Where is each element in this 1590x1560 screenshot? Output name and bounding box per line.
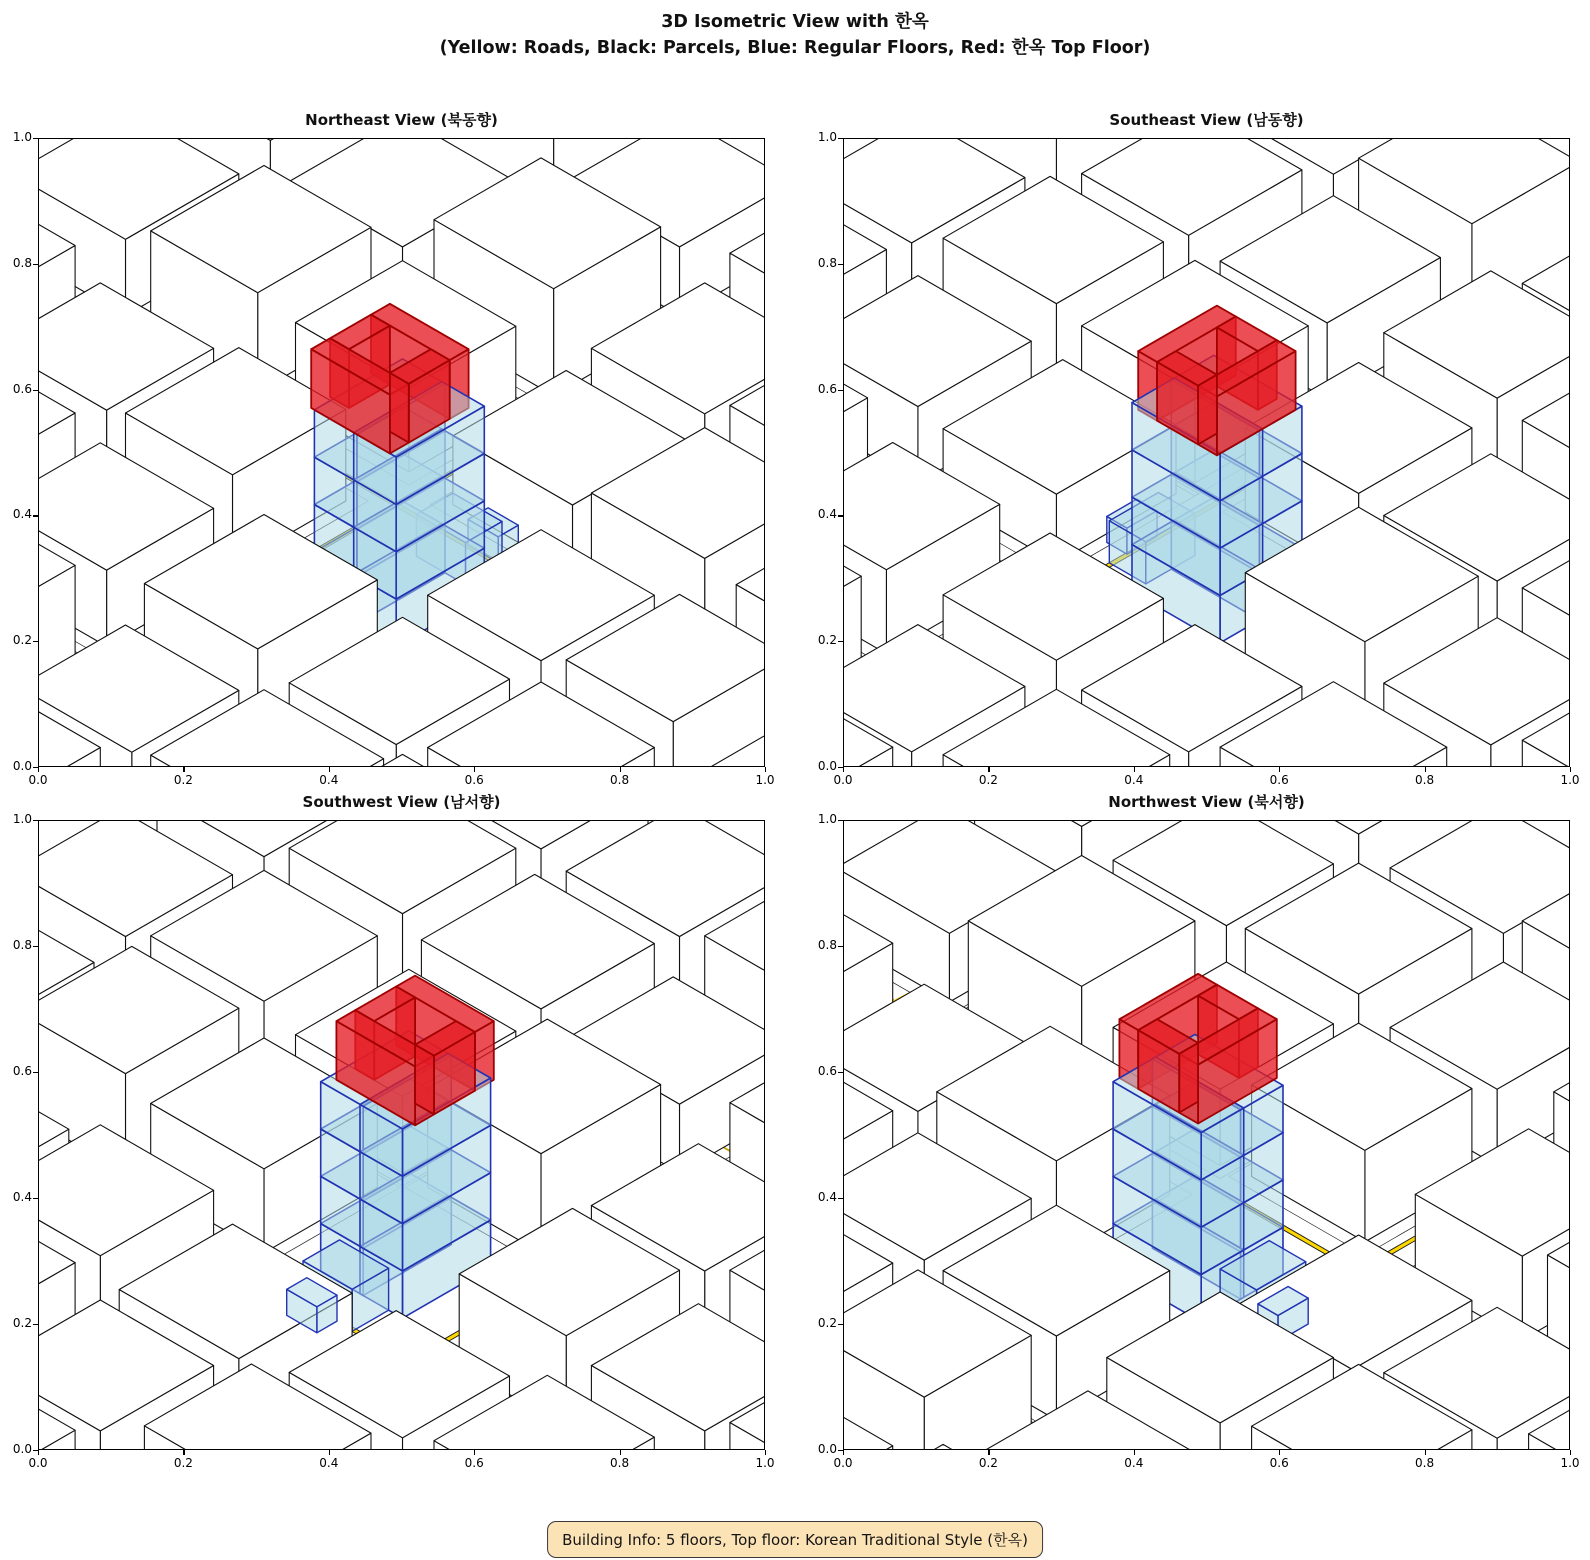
x-tick-mark — [620, 767, 621, 772]
x-tick-mark — [843, 1450, 844, 1455]
y-tick-label: 0.2 — [12, 1316, 32, 1330]
x-tick-label: 0.4 — [1124, 1456, 1144, 1470]
y-tick-label: 0.0 — [817, 759, 837, 773]
x-tick-label: 0.0 — [833, 1456, 853, 1470]
x-tick-label: 1.0 — [755, 1456, 775, 1470]
x-tick-mark — [988, 767, 989, 772]
y-tick-label: 0.4 — [12, 1190, 32, 1204]
x-tick-label: 0.0 — [28, 773, 48, 787]
y-tick-mark — [838, 946, 843, 947]
x-tick-label: 0.2 — [173, 1456, 193, 1470]
axes-southeast-view — [843, 138, 1570, 767]
y-tick-mark — [838, 264, 843, 265]
y-tick-mark — [33, 390, 38, 391]
x-tick-label: 0.8 — [1415, 1456, 1435, 1470]
x-tick-mark — [1134, 767, 1135, 772]
x-tick-mark — [474, 767, 475, 772]
x-tick-label: 1.0 — [1560, 773, 1580, 787]
y-tick-mark — [33, 767, 38, 768]
scene-northeast — [39, 139, 765, 767]
x-tick-mark — [1279, 1450, 1280, 1455]
x-tick-mark — [183, 767, 184, 772]
x-tick-label: 0.4 — [319, 1456, 339, 1470]
scene-southwest — [39, 821, 765, 1450]
x-tick-label: 0.6 — [1269, 1456, 1289, 1470]
axes-southwest-view — [38, 820, 765, 1450]
y-tick-mark — [33, 1198, 38, 1199]
y-tick-label: 0.2 — [12, 633, 32, 648]
subplot-title-southwest: Southwest View (남서향) — [302, 793, 501, 811]
x-tick-mark — [38, 1450, 39, 1455]
x-tick-mark — [765, 1450, 766, 1455]
y-tick-mark — [33, 515, 38, 516]
y-tick-label: 0.4 — [817, 1190, 837, 1204]
x-tick-mark — [1134, 1450, 1135, 1455]
y-tick-label: 0.0 — [817, 1442, 837, 1456]
x-tick-label: 0.2 — [173, 773, 193, 787]
x-tick-mark — [474, 1450, 475, 1455]
y-tick-label: 1.0 — [817, 812, 837, 826]
y-tick-label: 0.0 — [12, 759, 32, 773]
x-tick-mark — [329, 767, 330, 772]
y-tick-label: 0.0 — [12, 1442, 32, 1456]
subplot-title-northeast: Northeast View (북동향) — [305, 111, 498, 129]
y-tick-mark — [838, 641, 843, 642]
x-tick-label: 0.8 — [1415, 773, 1435, 787]
x-tick-mark — [329, 1450, 330, 1455]
x-tick-label: 0.0 — [28, 1456, 48, 1470]
y-tick-mark — [838, 138, 843, 139]
x-tick-mark — [765, 767, 766, 772]
x-tick-label: 0.6 — [464, 773, 484, 787]
axes-northwest-view — [843, 820, 1570, 1450]
x-tick-mark — [1279, 767, 1280, 772]
x-tick-label: 0.2 — [978, 773, 998, 787]
x-tick-label: 0.4 — [319, 773, 339, 787]
y-tick-label: 0.2 — [817, 633, 837, 648]
y-tick-mark — [33, 138, 38, 139]
y-tick-label: 0.6 — [817, 381, 837, 396]
x-tick-label: 0.8 — [610, 773, 630, 787]
y-tick-mark — [838, 1450, 843, 1451]
y-tick-mark — [838, 515, 843, 516]
y-tick-mark — [838, 820, 843, 821]
y-tick-mark — [33, 1450, 38, 1451]
y-tick-mark — [33, 641, 38, 642]
building-info-box: Building Info: 5 floors, Top floor: Korean Traditional Style (한옥) — [547, 1521, 1043, 1558]
y-tick-mark — [838, 390, 843, 391]
y-tick-label: 0.8 — [12, 255, 32, 270]
y-tick-label: 0.6 — [12, 1064, 32, 1078]
subplot-title-northwest: Northwest View (북서향) — [1108, 793, 1305, 811]
y-tick-mark — [838, 1324, 843, 1325]
scene-southeast — [844, 139, 1570, 767]
y-tick-label: 0.4 — [12, 507, 32, 522]
y-tick-label: 1.0 — [12, 130, 32, 144]
figure-title-line2: (Yellow: Roads, Black: Parcels, Blue: Regular Floors, Red: 한옥 Top Floor) — [439, 38, 1151, 58]
x-tick-mark — [1425, 1450, 1426, 1455]
x-tick-label: 0.4 — [1124, 773, 1144, 787]
y-tick-mark — [33, 1324, 38, 1325]
x-tick-mark — [183, 1450, 184, 1455]
y-tick-label: 0.6 — [817, 1064, 837, 1078]
y-tick-label: 1.0 — [12, 812, 32, 826]
y-tick-mark — [33, 946, 38, 947]
y-tick-label: 0.8 — [817, 255, 837, 270]
x-tick-mark — [620, 1450, 621, 1455]
x-tick-mark — [1570, 1450, 1571, 1455]
y-tick-label: 0.4 — [817, 507, 837, 522]
y-tick-mark — [838, 1072, 843, 1073]
y-tick-label: 0.6 — [12, 381, 32, 396]
x-tick-mark — [1425, 767, 1426, 772]
scene-northwest — [844, 821, 1570, 1450]
x-tick-mark — [988, 1450, 989, 1455]
x-tick-label: 0.2 — [978, 1456, 998, 1470]
y-tick-label: 1.0 — [817, 130, 837, 144]
y-tick-label: 0.8 — [817, 938, 837, 952]
subplot-title-southeast: Southeast View (남동향) — [1109, 111, 1304, 129]
y-tick-mark — [33, 264, 38, 265]
figure-title-line1: 3D Isometric View with 한옥 — [661, 12, 929, 32]
y-tick-mark — [33, 820, 38, 821]
axes-northeast-view — [38, 138, 765, 767]
y-tick-mark — [838, 1198, 843, 1199]
x-tick-label: 0.6 — [464, 1456, 484, 1470]
x-tick-mark — [843, 767, 844, 772]
y-tick-mark — [838, 767, 843, 768]
x-tick-label: 0.0 — [833, 773, 853, 787]
x-tick-label: 0.8 — [610, 1456, 630, 1470]
x-tick-mark — [38, 767, 39, 772]
y-tick-label: 0.2 — [817, 1316, 837, 1330]
y-tick-label: 0.8 — [12, 938, 32, 952]
x-tick-label: 0.6 — [1269, 773, 1289, 787]
y-tick-mark — [33, 1072, 38, 1073]
x-tick-mark — [1570, 767, 1571, 772]
x-tick-label: 1.0 — [755, 773, 775, 787]
x-tick-label: 1.0 — [1560, 1456, 1580, 1470]
